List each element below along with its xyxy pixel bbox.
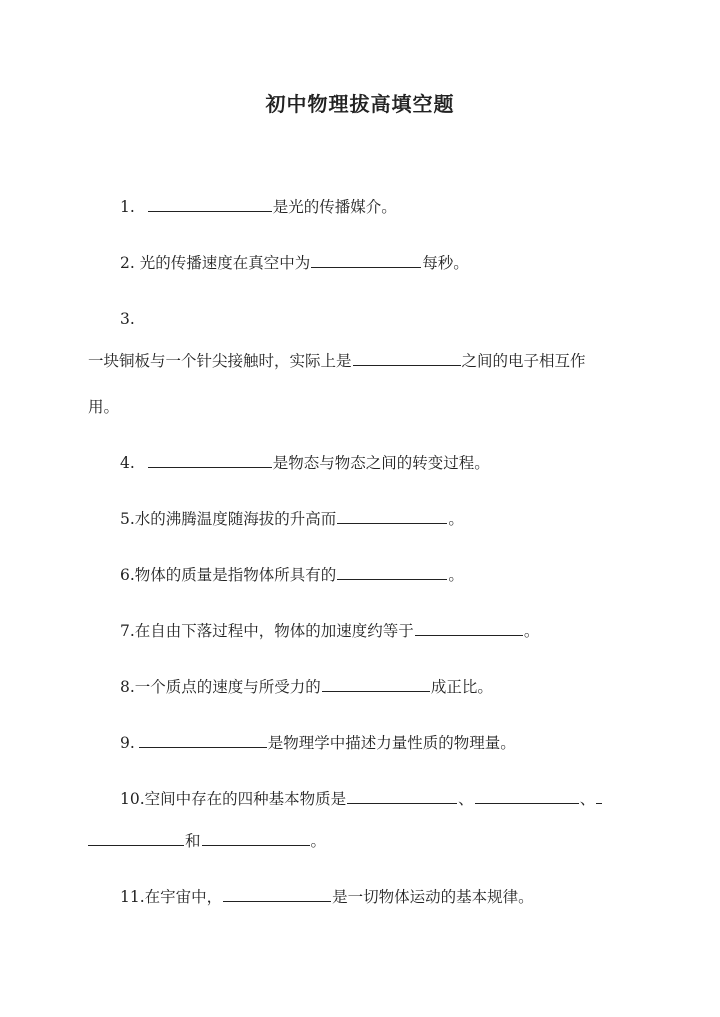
blank-field[interactable] <box>139 732 267 748</box>
question-text: 用。 <box>88 398 120 416</box>
blank-field[interactable] <box>337 564 447 580</box>
question-number: 8. <box>120 678 135 696</box>
separator: 、 <box>579 790 596 808</box>
blank-field[interactable] <box>88 830 184 846</box>
question-text: 是物理学中描述力量性质的物理量。 <box>267 734 516 752</box>
question-10 <box>120 788 603 810</box>
question-text-end: 每秒。 <box>422 254 469 272</box>
question-2 <box>120 252 469 274</box>
question-text-end: 成正比。 <box>430 678 493 696</box>
blank-field[interactable] <box>353 350 461 366</box>
question-text: 一块铜板与一个针尖接触时，实际上是 <box>88 352 352 370</box>
question-text: 物体的质量是指物体所具有的 <box>134 566 337 584</box>
question-number: 10. <box>120 790 145 808</box>
question-text: 是光的传播媒介。 <box>272 198 397 216</box>
question-text: 一个质点的速度与所受力的 <box>134 678 321 696</box>
question-11 <box>120 886 534 908</box>
blank-field[interactable] <box>596 788 602 804</box>
question-number: 11. <box>120 888 145 906</box>
question-7 <box>120 620 539 642</box>
question-text: 是物态与物态之间的转变过程。 <box>272 454 490 472</box>
question-number: 1. <box>120 198 135 216</box>
blank-field[interactable] <box>347 788 457 804</box>
question-text: 光的传播速度在真空中为 <box>139 254 311 272</box>
blank-field[interactable] <box>311 252 421 268</box>
separator: 、 <box>458 790 474 808</box>
question-number: 3. <box>120 310 135 328</box>
question-text: 空间中存在的四种基本物质是 <box>144 790 347 808</box>
question-number: 2. <box>120 254 135 272</box>
question-text-end: 是一切物体运动的基本规律。 <box>332 888 534 906</box>
question-number: 4. <box>120 454 135 472</box>
question-number: 7. <box>120 622 135 640</box>
question-1 <box>120 196 397 218</box>
question-number: 6. <box>120 566 135 584</box>
blank-field[interactable] <box>322 676 430 692</box>
question-3-line-2 <box>88 396 119 418</box>
question-3-line-1 <box>88 350 586 372</box>
question-6 <box>120 564 464 586</box>
question-text-end: 之间的电子相互作 <box>461 352 586 370</box>
blank-field[interactable] <box>148 196 272 212</box>
question-4 <box>120 452 490 474</box>
blank-field[interactable] <box>148 452 272 468</box>
question-text: 在自由下落过程中，物体的加速度约等于 <box>134 622 414 640</box>
question-5 <box>120 508 464 530</box>
question-text: 水的沸腾温度随海拔的升高而 <box>134 510 337 528</box>
question-number: 5. <box>120 510 135 528</box>
question-8 <box>120 676 493 698</box>
question-text-end: 。 <box>448 510 464 528</box>
blank-field[interactable] <box>475 788 579 804</box>
question-10-line-2 <box>88 830 326 852</box>
question-text: 在宇宙中， <box>144 888 223 906</box>
question-text: 和 <box>185 832 201 850</box>
blank-field[interactable] <box>223 886 331 902</box>
question-3 <box>120 308 135 330</box>
page-title: 初中物理拔高填空题 <box>265 92 455 116</box>
blank-field[interactable] <box>337 508 447 524</box>
question-text-end: 。 <box>523 622 540 640</box>
blank-field[interactable] <box>415 620 523 636</box>
question-9 <box>120 732 516 754</box>
question-text-end: 。 <box>448 566 464 584</box>
question-text-end: 。 <box>310 832 327 850</box>
question-number: 9. <box>120 734 135 752</box>
blank-field[interactable] <box>202 830 310 846</box>
